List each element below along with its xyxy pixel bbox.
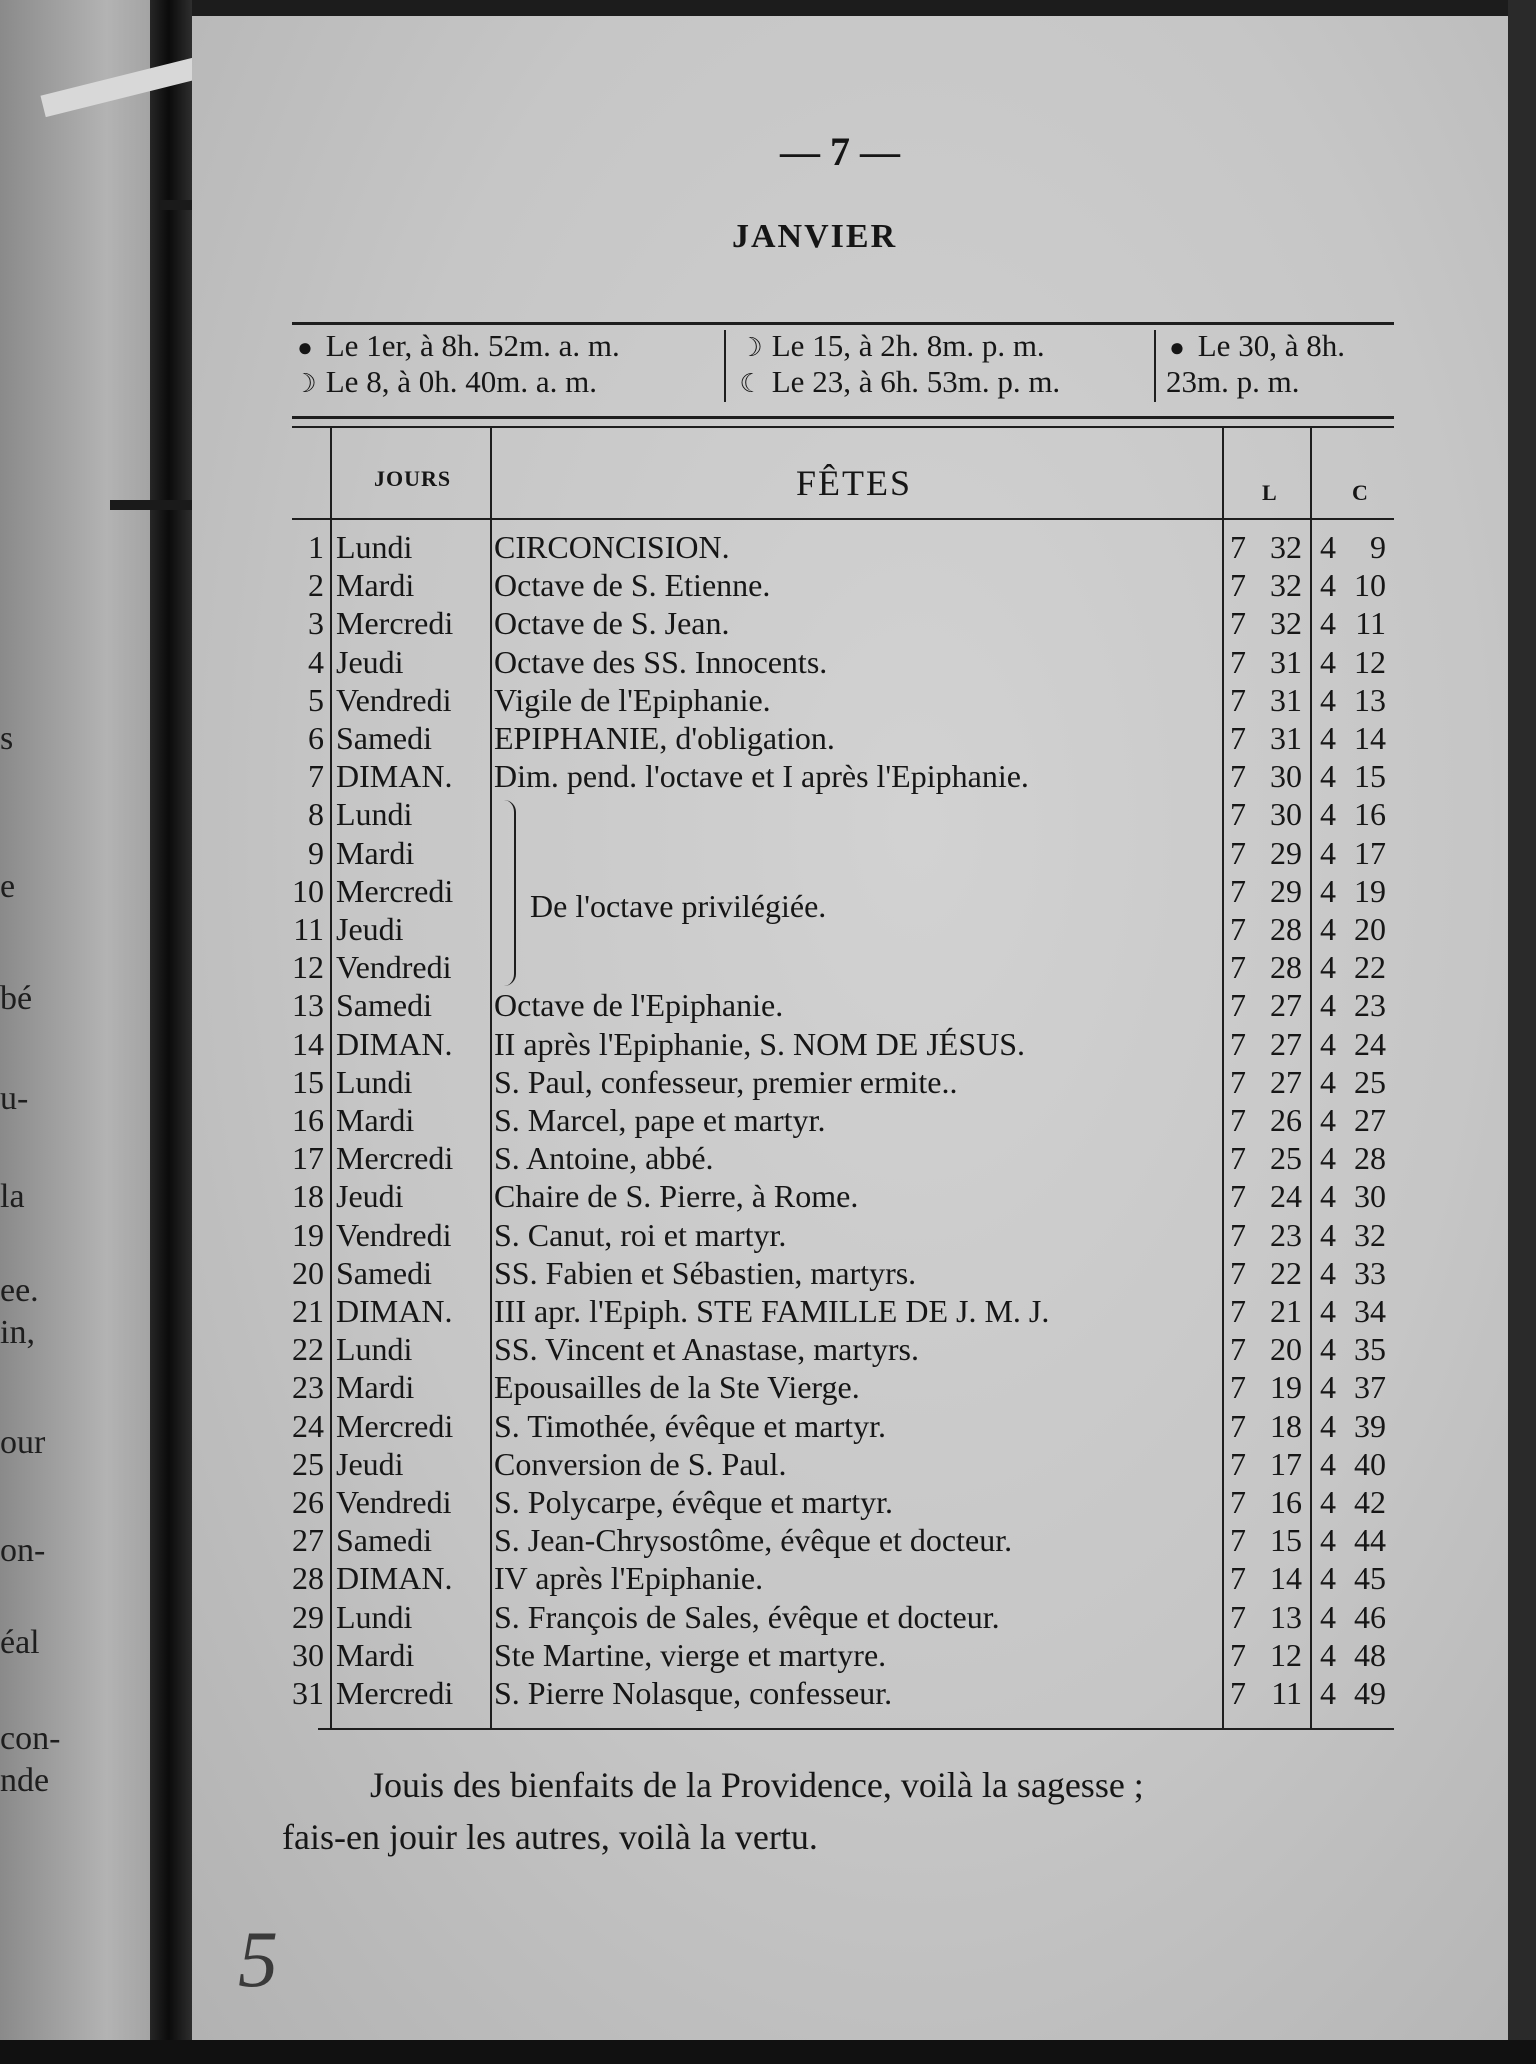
weekday: Lundi	[336, 796, 413, 833]
weekday: Vendredi	[336, 949, 452, 986]
sunrise-minute: 25	[1270, 1140, 1302, 1177]
feast: S. Timothée, évêque et martyr.	[494, 1407, 886, 1444]
sunrise-minute: 29	[1270, 834, 1302, 871]
moon-phase	[738, 328, 1045, 366]
moon-phase	[1164, 328, 1345, 366]
sunrise-hour: 7	[1230, 1178, 1246, 1215]
day-number: 12	[292, 949, 324, 986]
sunrise-hour: 7	[1230, 987, 1246, 1024]
feast: CIRCONCISION.	[494, 529, 730, 565]
sunrise-hour: 7	[1230, 1598, 1246, 1635]
sunset-minute: 44	[1354, 1522, 1386, 1559]
sunset-minute: 46	[1354, 1598, 1386, 1635]
feast: Octave des SS. Innocents.	[494, 643, 828, 680]
moon-phase-text: Le 8, à 0h. 40m. a. m.	[325, 364, 597, 399]
table-row	[0, 604, 1400, 642]
table-row	[0, 1445, 1400, 1483]
sunrise-hour: 7	[1230, 1484, 1246, 1520]
feast: Chaire de S. Pierre, à Rome.	[494, 1178, 859, 1215]
day-number: 27	[292, 1522, 324, 1559]
sunset-minute: 19	[1354, 872, 1386, 909]
sunrise-hour: 7	[1230, 1675, 1246, 1711]
motto-line-1: Jouis des bienfaits de la Providence, voilà la sagesse ;	[370, 1765, 1144, 1805]
moon-phase	[738, 364, 1060, 402]
table-row	[0, 1559, 1400, 1597]
photo-border-top	[0, 0, 1536, 16]
table-row	[0, 1521, 1400, 1559]
sunrise-minute: 18	[1270, 1407, 1302, 1444]
header-jours: JOURS	[374, 466, 452, 491]
day-number: 10	[292, 872, 324, 909]
sunset-hour: 4	[1320, 1369, 1336, 1406]
table-row	[0, 566, 1400, 604]
facing-page-fragment: éal	[0, 1624, 40, 1661]
sunrise-hour: 7	[1230, 1216, 1246, 1253]
weekday: Mardi	[336, 1102, 415, 1138]
last-quarter-icon: ☾	[739, 369, 763, 398]
sunrise-hour: 7	[1230, 1369, 1246, 1406]
sunset-minute: 22	[1354, 949, 1386, 986]
weekday: DIMAN.	[336, 1293, 453, 1329]
sunset-hour: 4	[1320, 1445, 1336, 1482]
table-row	[0, 795, 1400, 833]
sunset-minute: 34	[1354, 1293, 1386, 1329]
sunset-hour: 4	[1320, 758, 1336, 795]
facing-page-fragment: bé	[0, 980, 33, 1017]
sunrise-minute: 31	[1270, 643, 1302, 680]
day-number: 13	[292, 987, 324, 1024]
rule-header-top	[292, 426, 1394, 428]
sunrise-minute: 20	[1270, 1331, 1302, 1368]
day-number: 22	[292, 1331, 324, 1368]
day-number: 2	[308, 567, 324, 604]
day-number: 28	[292, 1560, 324, 1597]
sunset-minute: 48	[1354, 1636, 1386, 1673]
sunset-minute: 42	[1354, 1484, 1386, 1520]
day-number: 15	[292, 1063, 324, 1100]
moon-phase-continuation: 23m. p. m.	[1166, 364, 1300, 399]
sunset-minute: 30	[1354, 1178, 1386, 1215]
weekday: Mercredi	[336, 872, 454, 909]
sunset-minute: 10	[1354, 567, 1386, 604]
weekday: Lundi	[336, 1331, 413, 1368]
moon-phase	[292, 364, 597, 402]
weekday: DIMAN.	[336, 758, 453, 795]
sunset-minute: 13	[1354, 681, 1386, 718]
sunrise-minute: 11	[1271, 1675, 1302, 1711]
feast: S. Polycarpe, évêque et martyr.	[494, 1484, 893, 1520]
feast: Epousailles de la Ste Vierge.	[494, 1369, 860, 1406]
sunset-hour: 4	[1320, 1140, 1336, 1177]
day-number: 8	[308, 796, 324, 833]
sunrise-minute: 17	[1270, 1445, 1302, 1482]
month-title: JANVIER	[732, 218, 898, 255]
sunrise-minute: 23	[1270, 1216, 1302, 1253]
weekday: Jeudi	[336, 1445, 404, 1482]
moon-phase-text: Le 15, à 2h. 8m. p. m.	[771, 328, 1045, 363]
feast: S. Paul, confesseur, premier ermite..	[494, 1063, 958, 1100]
sunrise-minute: 27	[1270, 987, 1302, 1024]
sunrise-hour: 7	[1230, 1522, 1246, 1559]
sunset-hour: 4	[1320, 720, 1336, 756]
feast: Octave de S. Jean.	[494, 605, 730, 642]
sunrise-minute: 16	[1270, 1484, 1302, 1520]
table-row	[0, 1407, 1400, 1445]
feast: Conversion de S. Paul.	[494, 1445, 787, 1482]
facing-page-fragment: ee.	[0, 1272, 39, 1309]
table-row	[0, 1483, 1400, 1521]
sunrise-hour: 7	[1230, 1140, 1246, 1177]
weekday: Mercredi	[336, 1675, 454, 1711]
sunrise-hour: 7	[1230, 834, 1246, 871]
sunset-minute: 37	[1354, 1369, 1386, 1406]
sunset-hour: 4	[1320, 872, 1336, 909]
sunset-minute: 11	[1355, 605, 1386, 642]
sunset-hour: 4	[1320, 796, 1336, 833]
sunrise-minute: 29	[1270, 872, 1302, 909]
feast: S. Antoine, abbé.	[494, 1140, 714, 1177]
sunset-hour: 4	[1320, 1025, 1336, 1062]
full-moon-icon: ●	[297, 333, 313, 362]
photo-border-bottom	[0, 2040, 1536, 2064]
sunset-minute: 12	[1354, 643, 1386, 680]
table-row	[0, 1216, 1400, 1254]
feast: S. Canut, roi et martyr.	[494, 1216, 787, 1253]
table-row	[0, 1292, 1400, 1330]
sunset-minute: 27	[1354, 1102, 1386, 1138]
day-number: 20	[292, 1254, 324, 1291]
sunset-hour: 4	[1320, 1522, 1336, 1559]
sunrise-minute: 26	[1270, 1102, 1302, 1138]
feast: II après l'Epiphanie, S. NOM DE JÉSUS.	[494, 1025, 1026, 1062]
table-row	[0, 1674, 1400, 1712]
sunset-minute: 39	[1354, 1407, 1386, 1444]
sunset-minute: 24	[1354, 1025, 1386, 1062]
day-number: 17	[292, 1140, 324, 1177]
table-row	[0, 1368, 1400, 1406]
sunset-hour: 4	[1320, 987, 1336, 1024]
facing-page-fragment: on-	[0, 1532, 46, 1569]
sunrise-hour: 7	[1230, 681, 1246, 718]
weekday: Mercredi	[336, 605, 454, 642]
table-row	[0, 1025, 1400, 1063]
weekday: Samedi	[336, 987, 432, 1024]
sunset-minute: 15	[1354, 758, 1386, 795]
table-row	[0, 757, 1400, 795]
sunrise-hour: 7	[1230, 796, 1246, 833]
weekday: Samedi	[336, 720, 432, 756]
header-lever: L	[1262, 480, 1278, 505]
table-row	[0, 719, 1400, 757]
sunrise-hour: 7	[1230, 1445, 1246, 1482]
facing-page-fragment: u-	[0, 1080, 29, 1117]
day-number: 31	[292, 1675, 324, 1711]
weekday: Lundi	[336, 1063, 413, 1100]
sunset-hour: 4	[1320, 1102, 1336, 1138]
sunrise-minute: 32	[1270, 567, 1302, 604]
sunset-hour: 4	[1320, 1636, 1336, 1673]
weekday: Mercredi	[336, 1407, 454, 1444]
feast: S. Marcel, pape et martyr.	[494, 1102, 826, 1138]
feast: III apr. l'Epiph. STE FAMILLE DE J. M. J.	[494, 1293, 1050, 1329]
feast: SS. Vincent et Anastase, martyrs.	[494, 1331, 919, 1368]
table-row	[0, 1101, 1400, 1139]
sunrise-minute: 30	[1270, 796, 1302, 833]
sunset-hour: 4	[1320, 643, 1336, 680]
sunset-hour: 4	[1320, 681, 1336, 718]
rule-table-bottom	[318, 1728, 1394, 1730]
sunset-minute: 20	[1354, 911, 1386, 947]
sunset-hour: 4	[1320, 1407, 1336, 1444]
feast: Octave de S. Etienne.	[494, 567, 771, 604]
facing-page-fragment: in,	[0, 1314, 35, 1351]
moon-phase-text: Le 23, à 6h. 53m. p. m.	[771, 364, 1061, 399]
weekday: Lundi	[336, 529, 413, 565]
sunrise-hour: 7	[1230, 643, 1246, 680]
rule-header-bottom	[292, 518, 1394, 520]
day-number: 16	[292, 1102, 324, 1138]
sunset-hour: 4	[1320, 567, 1336, 604]
sunset-minute: 23	[1354, 987, 1386, 1024]
sunrise-hour: 7	[1230, 949, 1246, 986]
day-number: 14	[292, 1025, 324, 1062]
table-row	[0, 528, 1400, 566]
sunrise-minute: 27	[1270, 1063, 1302, 1100]
day-number: 25	[292, 1445, 324, 1482]
phase-divider	[1154, 330, 1156, 402]
sunset-minute: 45	[1354, 1560, 1386, 1597]
weekday: Lundi	[336, 1598, 413, 1635]
moon-phase-text: Le 1er, à 8h. 52m. a. m.	[325, 328, 620, 363]
table-row	[0, 1330, 1400, 1368]
table-row	[0, 1177, 1400, 1215]
header-coucher: C	[1352, 480, 1369, 505]
weekday: Jeudi	[336, 1178, 404, 1215]
weekday: Samedi	[336, 1522, 432, 1559]
feast: S. Pierre Nolasque, confesseur.	[494, 1675, 893, 1711]
sunset-hour: 4	[1320, 1063, 1336, 1100]
weekday: Jeudi	[336, 911, 404, 947]
weekday: Samedi	[336, 1254, 432, 1291]
table-row	[0, 1598, 1400, 1636]
sunset-minute: 14	[1354, 720, 1386, 756]
table-row	[0, 1063, 1400, 1101]
day-number: 5	[308, 681, 324, 718]
sunset-hour: 4	[1320, 1293, 1336, 1329]
sunset-hour: 4	[1320, 834, 1336, 871]
weekday: Vendredi	[336, 1484, 452, 1520]
sunrise-minute: 27	[1270, 1025, 1302, 1062]
sunset-minute: 49	[1354, 1675, 1386, 1711]
rule-phases-bottom	[292, 416, 1394, 419]
sunset-hour: 4	[1320, 1484, 1336, 1520]
bracket-text: De l'octave privilégiée.	[530, 888, 827, 924]
sunrise-hour: 7	[1230, 605, 1246, 642]
weekday: Mardi	[336, 834, 415, 871]
feast: Dim. pend. l'octave et I après l'Epiphanie.	[494, 758, 1029, 795]
day-number: 7	[308, 758, 324, 795]
feast: EPIPHANIE, d'obligation.	[494, 720, 835, 756]
weekday: Jeudi	[336, 643, 404, 680]
day-number: 1	[308, 529, 324, 565]
weekday: DIMAN.	[336, 1025, 453, 1062]
sunrise-hour: 7	[1230, 529, 1246, 565]
day-number: 6	[308, 720, 324, 756]
sunrise-minute: 13	[1270, 1598, 1302, 1635]
first-quarter-icon: ☽	[293, 369, 317, 398]
sunset-hour: 4	[1320, 1254, 1336, 1291]
day-number: 9	[308, 834, 324, 871]
sunrise-minute: 30	[1270, 758, 1302, 795]
sunset-minute: 25	[1354, 1063, 1386, 1100]
sunset-hour: 4	[1320, 1560, 1336, 1597]
sunrise-hour: 7	[1230, 1063, 1246, 1100]
sunrise-hour: 7	[1230, 720, 1246, 756]
sunrise-minute: 28	[1270, 911, 1302, 947]
sunrise-hour: 7	[1230, 567, 1246, 604]
sunset-hour: 4	[1320, 605, 1336, 642]
sunset-minute: 9	[1370, 529, 1386, 565]
table-row	[0, 643, 1400, 681]
facing-page-fragment: our	[0, 1424, 46, 1461]
sunrise-minute: 22	[1270, 1254, 1302, 1291]
day-number: 26	[292, 1484, 324, 1520]
sunrise-minute: 12	[1270, 1636, 1302, 1673]
sunrise-hour: 7	[1230, 1636, 1246, 1673]
table-row	[0, 1636, 1400, 1674]
table-row	[0, 986, 1400, 1024]
day-number: 23	[292, 1369, 324, 1406]
header-fetes: FÊTES	[796, 463, 913, 503]
sunset-hour: 4	[1320, 911, 1336, 947]
feast: SS. Fabien et Sébastien, martyrs.	[494, 1254, 917, 1291]
sunrise-minute: 28	[1270, 949, 1302, 986]
feast: Octave de l'Epiphanie.	[494, 987, 784, 1024]
sunrise-minute: 19	[1270, 1369, 1302, 1406]
moon-phase-text: Le 30, à 8h.	[1197, 328, 1345, 363]
sunrise-hour: 7	[1230, 1254, 1246, 1291]
photo-border-right	[1508, 0, 1536, 2064]
table-row	[0, 681, 1400, 719]
table-row	[0, 834, 1400, 872]
table-row	[0, 948, 1400, 986]
sunset-minute: 17	[1354, 834, 1386, 871]
day-number: 11	[293, 911, 324, 947]
weekday: Vendredi	[336, 681, 452, 718]
sunrise-minute: 32	[1270, 529, 1302, 565]
sunset-hour: 4	[1320, 1675, 1336, 1711]
sunrise-hour: 7	[1230, 872, 1246, 909]
feast: Vigile de l'Epiphanie.	[494, 681, 771, 718]
sunrise-hour: 7	[1230, 1025, 1246, 1062]
sunset-hour: 4	[1320, 529, 1336, 565]
sunset-hour: 4	[1320, 949, 1336, 986]
sunrise-minute: 14	[1270, 1560, 1302, 1597]
sunset-minute: 28	[1354, 1140, 1386, 1177]
sunrise-minute: 32	[1270, 605, 1302, 642]
day-number: 3	[308, 605, 324, 642]
phase-divider	[724, 330, 726, 402]
day-number: 19	[292, 1216, 324, 1253]
sunrise-minute: 21	[1270, 1293, 1302, 1329]
handwritten-mark: 5	[238, 1916, 278, 2004]
table-row	[0, 1254, 1400, 1292]
weekday: Vendredi	[336, 1216, 452, 1253]
day-number: 24	[292, 1407, 324, 1444]
day-number: 21	[292, 1293, 324, 1329]
moon-phase	[292, 328, 620, 366]
sunrise-hour: 7	[1230, 1102, 1246, 1138]
sunset-hour: 4	[1320, 1216, 1336, 1253]
motto-line-2: fais-en jouir les autres, voilà la vertu.	[282, 1817, 818, 1857]
feast: S. François de Sales, évêque et docteur.	[494, 1598, 1000, 1635]
weekday: Mercredi	[336, 1140, 454, 1177]
sunset-minute: 16	[1354, 796, 1386, 833]
sunset-minute: 35	[1354, 1331, 1386, 1368]
facing-page-fragment: e	[0, 868, 16, 905]
sunset-minute: 32	[1354, 1216, 1386, 1253]
sunrise-hour: 7	[1230, 1560, 1246, 1597]
sunrise-hour: 7	[1230, 758, 1246, 795]
sunset-minute: 40	[1354, 1445, 1386, 1482]
page-number: — 7 —	[780, 129, 900, 174]
facing-page-fragment: con-	[0, 1720, 61, 1757]
table-row	[0, 1139, 1400, 1177]
weekday: DIMAN.	[336, 1560, 453, 1597]
waxing-crescent-icon: ☽	[739, 333, 763, 362]
day-number: 4	[308, 643, 324, 680]
day-number: 18	[292, 1178, 324, 1215]
weekday: Mardi	[336, 1636, 415, 1673]
bracket-days-8-12	[500, 800, 516, 986]
sunrise-hour: 7	[1230, 911, 1246, 947]
facing-page-fragment: nde	[0, 1762, 50, 1799]
feast: S. Jean-Chrysostôme, évêque et docteur.	[494, 1522, 1013, 1559]
weekday: Mardi	[336, 567, 415, 604]
sunset-hour: 4	[1320, 1598, 1336, 1635]
sunrise-hour: 7	[1230, 1331, 1246, 1368]
day-number: 30	[292, 1636, 324, 1673]
sunrise-minute: 15	[1270, 1522, 1302, 1559]
feast: IV après l'Epiphanie.	[494, 1560, 764, 1597]
facing-page-fragment: s	[0, 720, 14, 757]
sunrise-minute: 31	[1270, 681, 1302, 718]
sunrise-hour: 7	[1230, 1293, 1246, 1329]
feast: Ste Martine, vierge et martyre.	[494, 1636, 887, 1673]
facing-page-fragment: la	[0, 1178, 25, 1215]
sunrise-minute: 31	[1270, 720, 1302, 756]
full-moon-icon: ●	[1169, 333, 1185, 362]
sunset-minute: 33	[1354, 1254, 1386, 1291]
sunrise-hour: 7	[1230, 1407, 1246, 1444]
weekday: Mardi	[336, 1369, 415, 1406]
binding-thread	[110, 500, 200, 510]
sunset-hour: 4	[1320, 1178, 1336, 1215]
sunrise-minute: 24	[1270, 1178, 1302, 1215]
rule-top	[292, 322, 1394, 325]
day-number: 29	[292, 1598, 324, 1635]
sunset-hour: 4	[1320, 1331, 1336, 1368]
